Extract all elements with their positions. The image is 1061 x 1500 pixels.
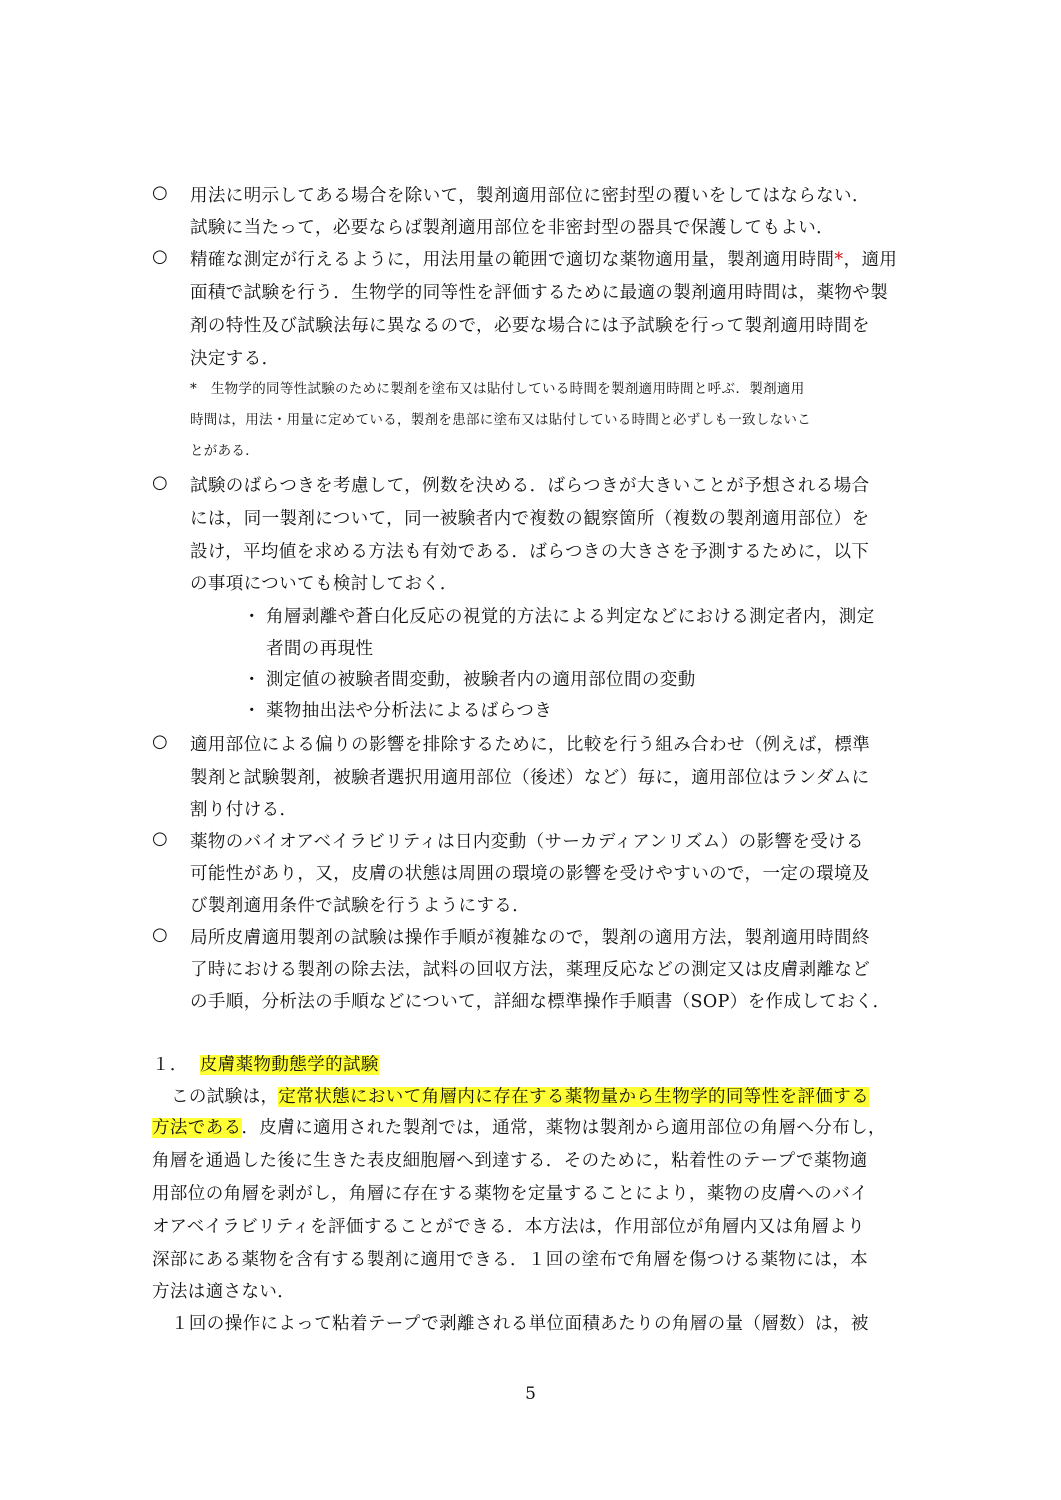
section-heading — [152, 1051, 379, 1076]
note-line1: * 生物学的同等性試験のために製剤を塗布又は貼付している時間を製剤適用時間と呼ぶ．製剤適用 — [190, 381, 805, 397]
body-line6: 深部にある薬物を含有する製剤に適用できる．１回の塗布で角層を傷つける薬物には，本 — [152, 1250, 868, 1270]
para3-line3: 設け，平均値を求める方法も有効である．ばらつきの大きさを予測するために，以下 — [190, 542, 870, 562]
sub-bullet-2: ・ — [243, 670, 261, 690]
body-line4: 用部位の角層を剥がし，角層に存在する薬物を定量することにより，薬物の皮膚へのバイ — [152, 1184, 868, 1204]
para6-line1: 局所皮膚適用製剤の試験は操作手順が複雑なので，製剤の適用方法，製剤適用時間終 — [190, 928, 870, 948]
body-line2-highlight: 方法である — [152, 1118, 242, 1138]
para1-line2: 試験に当たって，必要ならば製剤適用部位を非密封型の器具で保護してもよい． — [190, 218, 835, 238]
section-title: 皮膚薬物動態学的試験 — [199, 1055, 379, 1075]
para2-line3: 剤の特性及び試験法毎に異なるので，必要な場合には予試験を行って製剤適用時間を — [190, 316, 870, 336]
body-line2-text: ．皮膚に適用された製剤では，通常，薬物は製剤から適用部位の角層へ分布し， — [241, 1118, 886, 1138]
bullet-circle-3: ○ — [152, 472, 168, 493]
para4-line2: 製剤と試験製剤，被験者選択用適用部位（後述）など）毎に，適用部位はランダムに — [190, 768, 870, 788]
para3-sub1-line1: 角層剥離や蒼白化反応の視覚的方法による判定などにおける測定者内，測定 — [266, 607, 875, 627]
sub-bullet-3: ・ — [243, 701, 261, 721]
para3-sub3: 薬物抽出法や分析法によるばらつき — [266, 701, 553, 721]
para3-line2: には，同一製剤について，同一被験者内で複数の観察箇所（複数の製剤適用部位）を — [190, 509, 870, 529]
note-line2: 時間は，用法・用量に定めている，製剤を患部に塗布又は貼付している時間と必ずしも一致しないこ — [190, 412, 811, 428]
note-line3: とがある． — [190, 443, 259, 459]
para3-line1: 試験のばらつきを考慮して，例数を決める．ばらつきが大きいことが予想される場合 — [190, 476, 870, 496]
para2-line2: 面積で試験を行う．生物学的同等性を評価するために最適の製剤適用時間は，薬物や製 — [190, 283, 889, 303]
body-line5: オアベイラビリティを評価することができる．本方法は，作用部位が角層内又は角層より — [152, 1217, 866, 1237]
para1-line1: 用法に明示してある場合を除いて，製剤適用部位に密封型の覆いをしてはならない． — [190, 186, 870, 206]
body-line1-highlight: 定常状態において角層内に存在する薬物量から生物学的同等性を評価する — [278, 1087, 870, 1107]
para6-line2: 了時における製剤の除去法，試料の回収方法，薬理反応などの測定又は皮膚剥離など — [190, 960, 871, 980]
bullet-circle-2: ○ — [152, 246, 168, 267]
body-line8: １回の操作によって粘着テープで剥離される単位面積あたりの角層の量（層数）は，被 — [171, 1314, 869, 1334]
para3-sub2: 測定値の被験者間変動，被験者内の適用部位間の変動 — [266, 670, 696, 690]
para2-line1 — [190, 246, 897, 271]
bullet-circle-6: ○ — [152, 924, 168, 945]
asterisk-mark: * — [834, 250, 844, 270]
body-line2 — [152, 1114, 886, 1139]
para3-sub1-line2: 者間の再現性 — [266, 639, 374, 659]
para5-line2: 可能性があり，又，皮膚の状態は周囲の環境の影響を受けやすいので，一定の環境及 — [190, 864, 870, 884]
para5-line1: 薬物のバイオアベイラビリティは日内変動（サーカディアンリズム）の影響を受ける — [190, 832, 864, 852]
body-line1 — [171, 1083, 869, 1108]
para5-line3: び製剤適用条件で試験を行うようにする． — [190, 896, 531, 916]
section-number: １． — [152, 1055, 188, 1075]
para2-line1-text: 精確な測定が行えるように，用法用量の範囲で適切な薬物適用量，製剤適用時間 — [190, 250, 835, 270]
para4-line3: 割り付ける． — [190, 800, 298, 820]
sub-bullet-1: ・ — [243, 607, 261, 627]
body-line1-text: この試験は， — [171, 1087, 279, 1107]
page-number: 5 — [525, 1384, 536, 1404]
body-line3: 角層を通過した後に生きた表皮細胞層へ到達する．そのために，粘着性のテープで薬物適 — [152, 1151, 868, 1171]
body-line7: 方法は適さない． — [152, 1282, 296, 1302]
bullet-circle-4: ○ — [152, 731, 168, 752]
bullet-circle-1: ○ — [152, 182, 168, 203]
para2-line4: 決定する． — [190, 349, 280, 369]
para2-line1-tail: ，適用 — [843, 250, 898, 270]
bullet-circle-5: ○ — [152, 828, 168, 849]
para4-line1: 適用部位による偏りの影響を排除するために，比較を行う組み合わせ（例えば，標準 — [190, 735, 871, 755]
para3-line4: の事項についても検討しておく． — [190, 574, 458, 594]
para6-line3: の手順，分析法の手順などについて，詳細な標準操作手順書（SOP）を作成しておく． — [190, 992, 891, 1012]
